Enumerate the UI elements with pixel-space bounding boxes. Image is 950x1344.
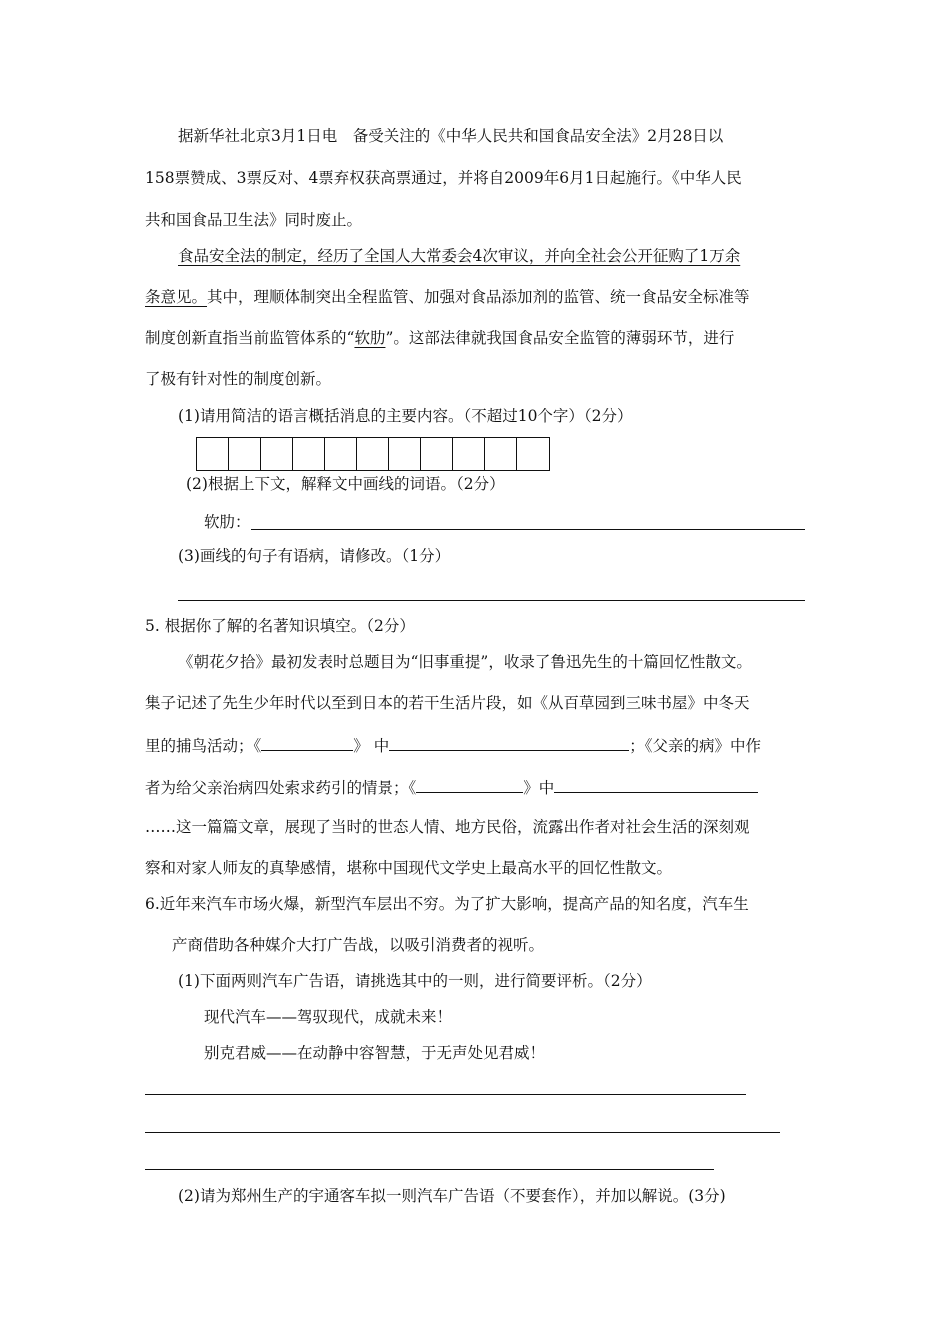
q6-sub2: (2)请为郑州生产的宇通客车拟一则汽车广告语（不要套作），并加以解说。(3分) [178, 1187, 726, 1205]
answer-box[interactable] [229, 438, 261, 470]
answer-line-q6-1a[interactable] [145, 1094, 746, 1095]
q5-line1: 《朝花夕拾》最初发表时总题目为“旧事重提”，收录了鲁迅先生的十篇回忆性散文。 [178, 653, 752, 671]
q4-sub2-label: 软肋： [204, 513, 251, 531]
answer-line-ruanlei[interactable] [251, 529, 805, 530]
q6-line2: 产商借助各种媒介大打广告战，以吸引消费者的视听。 [172, 936, 545, 954]
passage-p2-line2-rest: 其中，理顺体制突出全程监管、加强对食品添加剂的监管、统一食品安全标准等 [207, 288, 750, 306]
passage-p1-line3: 共和国食品卫生法》同时废止。 [145, 211, 363, 229]
answer-box[interactable] [453, 438, 485, 470]
answer-box[interactable] [357, 438, 389, 470]
q5-line3-a: 里的捕鸟活动；《 [145, 737, 262, 755]
blank-content-2[interactable] [554, 776, 758, 793]
answer-box-grid[interactable] [196, 437, 550, 471]
q5-line4 [145, 776, 758, 798]
q6-line1: 6.近年来汽车市场火爆，新型汽车层出不穷。为了扩大影响，提高产品的知名度，汽车生 [145, 895, 749, 913]
passage-p2-line3 [145, 328, 734, 348]
ad-slogan-buick: 别克君威——在动静中容智慧，于无声处见君威！ [204, 1044, 546, 1062]
underlined-sentence-end: 条意见。 [145, 288, 208, 306]
q4-sub2: (2)根据上下文，解释文中画线的词语。（2分） [186, 475, 505, 493]
blank-title-2[interactable] [416, 776, 523, 793]
q4-sub3: (3)画线的句子有语病，请修改。（1分） [178, 547, 451, 565]
answer-line-q4-3[interactable] [178, 600, 805, 601]
answer-box[interactable] [261, 438, 293, 470]
underlined-word-ruanlei: 软肋 [354, 329, 386, 347]
passage-p2-line3-b: ”。这部法律就我国食品安全监管的薄弱环节，进行 [385, 329, 735, 347]
answer-line-q6-1c[interactable] [145, 1169, 714, 1170]
q5-line2: 集子记述了先生少年时代以至到日本的若干生活片段，如《从百草园到三味书屋》中冬天 [145, 694, 750, 712]
q5-line3-b: 》 中 [353, 737, 390, 755]
q5-line4-a: 者为给父亲治病四处索求药引的情景；《 [145, 779, 417, 797]
q5-line5: ……这一篇篇文章，展现了当时的世态人情、地方民俗，流露出作者对社会生活的深刻观 [145, 818, 750, 836]
answer-box[interactable] [485, 438, 517, 470]
q5-line6: 察和对家人师友的真挚感情，堪称中国现代文学史上最高水平的回忆性散文。 [145, 859, 673, 877]
answer-box[interactable] [517, 438, 549, 470]
q5-line3 [145, 734, 761, 756]
q5-title: 5. 根据你了解的名著知识填空。（2分） [145, 617, 415, 635]
answer-box[interactable] [421, 438, 453, 470]
blank-title-1[interactable] [261, 734, 353, 751]
answer-box[interactable] [293, 438, 325, 470]
passage-p1-line2: 158票赞成、3票反对、4票弃权获高票通过，并将自2009年6月1日起施行。《中华人民 [145, 169, 742, 187]
answer-box[interactable] [325, 438, 357, 470]
answer-line-q6-1b[interactable] [145, 1132, 780, 1133]
q5-line3-c: ；《父亲的病》中作 [629, 737, 761, 755]
passage-p2-line2 [145, 287, 750, 307]
q6-sub1: (1)下面两则汽车广告语，请挑选其中的一则，进行简要评析。（2分） [178, 972, 652, 990]
blank-content-1[interactable] [389, 734, 629, 751]
ad-slogan-hyundai: 现代汽车——驾驭现代，成就未来！ [204, 1008, 453, 1026]
q4-sub1: (1)请用简洁的语言概括消息的主要内容。（不超过10个字）（2分） [178, 407, 633, 425]
passage-p1-line1: 据新华社北京3月1日电 备受关注的《中华人民共和国食品安全法》2月28日以 [178, 127, 724, 145]
passage-p2-line4: 了极有针对性的制度创新。 [145, 370, 332, 388]
answer-box[interactable] [389, 438, 421, 470]
answer-box[interactable] [197, 438, 229, 470]
passage-p2-line3-a: 制度创新直指当前监管体系的“ [145, 329, 355, 347]
passage-p2-line1-underlined: 食品安全法的制定，经历了全国人大常委会4次审议，并向全社会公开征购了1万余 [178, 247, 741, 265]
q5-line4-b: 》中 [523, 779, 555, 797]
